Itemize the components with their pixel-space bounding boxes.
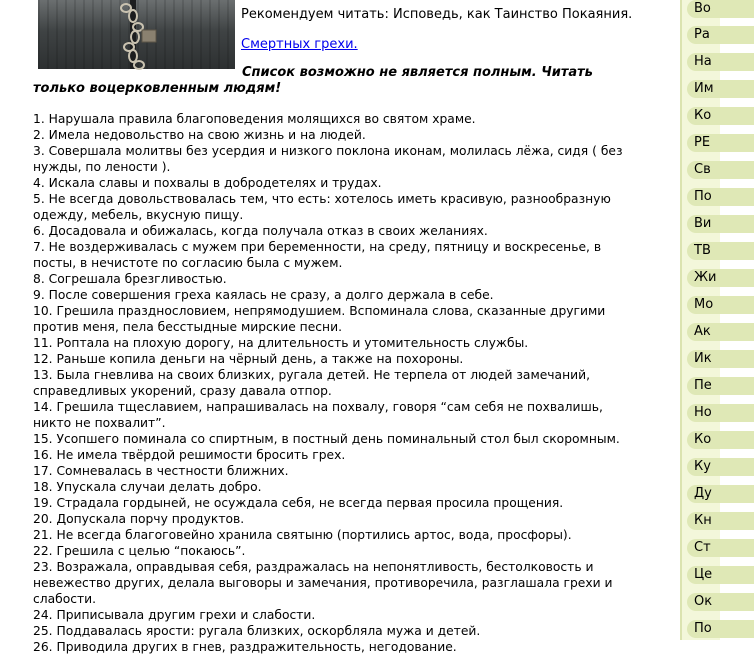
list-item: 6. Досадовала и обижалась, когда получала отказ в своих желаниях.: [33, 224, 488, 238]
list-item: 15. Усопшего поминала со спиртным, в постный день поминальный стол был скоромным.: [33, 432, 620, 446]
sidebar-item[interactable]: Ст: [687, 539, 754, 557]
list-item: 12. Раньше копила деньги на чёрный день, а также на похороны.: [33, 352, 464, 366]
list-item: 4. Искала славы и похвалы в добродетелях и трудах.: [33, 176, 382, 190]
list-item: 1. Нарушала правила благоповедения молящихся во святом храме.: [33, 112, 476, 126]
list-item: 23. Возражала, оправдывая себя, раздражалась на непонятливость, бестолковость и невежество других, делала выговоры и замечания, противоречила, разглашала грехи и слабости.: [33, 560, 613, 606]
sidebar-item[interactable]: На: [687, 53, 754, 71]
list-item: 22. Грешила с целью “покаюсь”.: [33, 544, 246, 558]
sidebar-item[interactable]: Ик: [687, 350, 754, 368]
list-item: 5. Не всегда довольствовалась тем, что есть: хотелось иметь красивую, разнообразную одежду, мебель, вкусную пищу.: [33, 192, 611, 222]
sidebar-item[interactable]: Пе: [687, 377, 754, 395]
sidebar-item[interactable]: По: [687, 620, 754, 638]
list-item: 13. Была гневлива на своих близких, ругала детей. Не терпела от людей замечаний, справедливых укорений, сразу давала отпор.: [33, 368, 591, 398]
list-item: 21. Не всегда благоговейно хранила святыню (портились артос, вода, просфоры).: [33, 528, 572, 542]
list-item: 24. Приписывала другим грехи и слабости.: [33, 608, 316, 622]
sidebar-item[interactable]: Ку: [687, 458, 754, 476]
list-item: 7. Не воздерживалась с мужем при беременности, на среду, пятницу и воскресенье, в посты, в нечистоте по согласию была с мужем.: [33, 240, 602, 270]
sin-list: [33, 111, 643, 655]
list-item: 3. Совершала молитвы без усердия и низкого поклона иконам, молилась лёжа, сидя ( без нужды, по лености ).: [33, 144, 623, 174]
warning-text: Список возможно не является полным. Читать только воцерковленным людям!: [33, 65, 593, 96]
list-item: 10. Грешила празднословием, непрямодушием. Вспоминала слова, сказанные другими против меня, пела бесстыдные мирские песни.: [33, 304, 606, 334]
sidebar-item[interactable]: Ра: [687, 26, 754, 44]
list-item: 8. Согрешала брезгливостью.: [33, 272, 227, 286]
list-item: 9. После совершения греха каялась не сразу, а долго держала в себе.: [33, 288, 494, 302]
sidebar-item[interactable]: Це: [687, 566, 754, 584]
sidebar-item[interactable]: Мо: [687, 296, 754, 314]
chain-lock-icon: [38, 0, 235, 69]
list-item: 26. Приводила других в гнев, раздражительность, негодование.: [33, 640, 457, 654]
list-item: 2. Имела недовольство на свою жизнь и на людей.: [33, 128, 366, 142]
sidebar-item[interactable]: Св: [687, 161, 754, 179]
mortal-sins-link[interactable]: Смертных грехи.: [241, 37, 358, 52]
sidebar-item[interactable]: Жи: [687, 269, 754, 287]
sidebar-item[interactable]: Им: [687, 80, 754, 98]
sidebar-item[interactable]: РЕ: [687, 134, 754, 152]
sidebar-item[interactable]: Кн: [687, 512, 754, 530]
list-item: 18. Упускала случаи делать добро.: [33, 480, 262, 494]
sidebar-menu: [680, 0, 720, 640]
sidebar-item[interactable]: По: [687, 188, 754, 206]
sidebar-item[interactable]: Ак: [687, 323, 754, 341]
list-item: 14. Грешила тщеславием, напрашивалась на похвалу, говоря “сам себя не похвалишь, никто не похвалит”.: [33, 400, 603, 430]
list-item: 20. Допускала порчу продуктов.: [33, 512, 245, 526]
sidebar-item[interactable]: Ду: [687, 485, 754, 503]
sidebar-item[interactable]: Но: [687, 404, 754, 422]
sidebar-item[interactable]: Ко: [687, 431, 754, 449]
sidebar-item[interactable]: ТВ: [687, 242, 754, 260]
list-item: 19. Страдала гордыней, не осуждала себя, не всегда первая просила прощения.: [33, 496, 564, 510]
recommend-text: Рекомендуем читать: Исповедь, как Таинство Покаяния.: [241, 7, 633, 22]
list-item: 25. Поддавалась ярости: ругала близких, оскорбляла мужа и детей.: [33, 624, 481, 638]
sidebar-item[interactable]: Ко: [687, 107, 754, 125]
list-item: 16. Не имела твёрдой решимости бросить грех.: [33, 448, 346, 462]
locked-door-image: [38, 0, 235, 69]
sidebar-item[interactable]: Ок: [687, 593, 754, 611]
list-item: 11. Роптала на плохую дорогу, на длительность и утомительность службы.: [33, 336, 529, 350]
sidebar-item[interactable]: Ви: [687, 215, 754, 233]
list-item: 17. Сомневалась в честности ближних.: [33, 464, 289, 478]
sidebar-item[interactable]: Во: [687, 0, 754, 18]
